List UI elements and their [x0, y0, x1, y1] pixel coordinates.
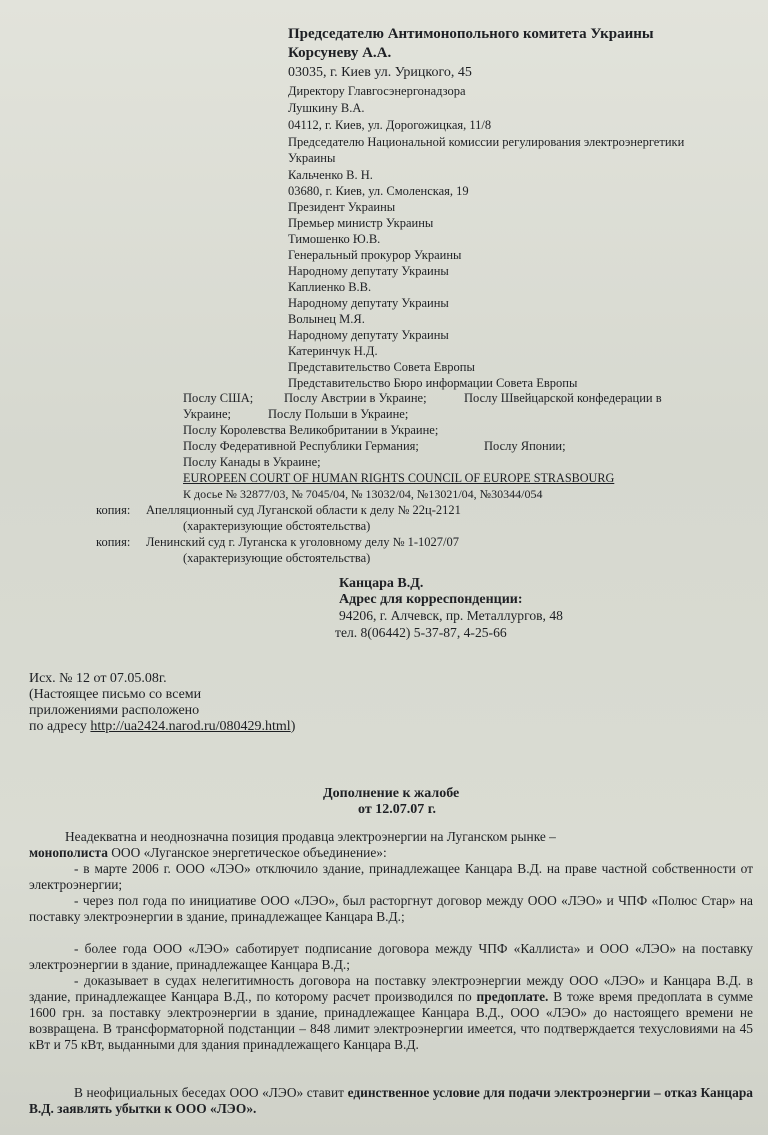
copy-label: копия:	[96, 503, 131, 517]
addressee-council-info-bureau: Представительство Бюро информации Совета Европы	[288, 376, 578, 390]
outgoing-note-line3	[29, 719, 295, 734]
ambassador-switzerland-cont: Украине;	[183, 407, 232, 421]
echr-addressee: EUROPEEN COURT OF HUMAN RIGHTS COUNCIL OF EUROPE STRASBOURG	[183, 471, 615, 485]
bullet-sabotage	[29, 941, 753, 973]
ambassador-switzerland: Послу Швейцарской конфедерации в	[464, 391, 662, 405]
addressee-regulator-name: Кальченко В. Н.	[288, 168, 373, 182]
title-line2: от 12.07.07 г.	[358, 802, 436, 817]
addressee-deputy-2: Народному депутату Украины	[288, 296, 449, 310]
ambassador-usa: Послу США;	[183, 391, 254, 405]
copy-appeal-court: Апелляционный суд Луганской области к делу № 22ц-2121	[146, 503, 461, 517]
copy-note: (характеризующие обстоятельства)	[183, 519, 371, 533]
ambassador-austria: Послу Австрии в Украине;	[284, 391, 427, 405]
bullet-disconnection	[29, 861, 753, 893]
bullet-disconnection-text: - в марте 2006 г. ООО «ЛЭО» отключило здание, принадлежащее Канцара В.Д. на праве частной собственности от электроэнергии;	[29, 861, 753, 892]
bullet-sabotage-text: - более года ООО «ЛЭО» саботирует подписание договора между ЧПФ «Каллиста» и ООО «ЛЭО» на поставку электроэнергии в здание, принадлежащее Канцара В.Д.;	[29, 941, 753, 972]
intro-line2	[29, 845, 753, 861]
prepayment-start: - доказывает в судах нелегитимность договора на поставку электроэнергии между ООО «ЛЭО» и Канцара В.Д. в здание, принадлежащее Канцара В.Д., по которому расчет производился по	[29, 973, 753, 1004]
addressee-prime-minister: Премьер министр Украины	[288, 216, 434, 230]
addressee-regulator-address: 03680, г. Киев, ул. Смоленская, 19	[288, 184, 469, 198]
addressee-pm-name: Тимошенко Ю.В.	[288, 232, 381, 246]
addressee-energy-director: Директору Главгосэнергонадзора	[288, 84, 466, 98]
outgoing-number: Исх. № 12 от 07.05.08г.	[29, 671, 167, 686]
bullet-prepayment	[29, 973, 753, 1053]
addressee-president: Президент Украины	[288, 200, 396, 214]
ambassador-canada: Послу Канады в Украине;	[183, 455, 321, 469]
addressee-regulator-country: Украины	[288, 151, 336, 165]
intro-line1: Неадекватна и неоднозначна позиция продавца электроэнергии на Луганском рынке –	[65, 829, 556, 844]
addressee-prosecutor: Генеральный прокурор Украины	[288, 248, 462, 262]
final-paragraph	[29, 1085, 753, 1117]
addressee-deputy-2-name: Волынец М.Я.	[288, 312, 365, 326]
ambassador-poland: Послу Польши в Украине;	[268, 407, 409, 421]
sender-name: Канцара В.Д.	[339, 576, 424, 591]
final-paragraph-text	[29, 1085, 753, 1117]
bullet-contract-terminated	[29, 893, 753, 925]
addressee-amc-chairman: Председателю Антимонопольного комитета Украины	[288, 26, 654, 42]
ambassador-japan: Послу Японии;	[484, 439, 566, 453]
sender-address: 94206, г. Алчевск, пр. Металлургов, 48	[339, 608, 563, 623]
outgoing-note-line2: приложениями расположено	[29, 703, 200, 718]
ambassador-uk: Послу Королевства Великобритании в Украине;	[183, 423, 439, 437]
addressee-deputy-3-name: Катеринчук Н.Д.	[288, 344, 378, 358]
outgoing-note-line1: (Настоящее письмо со всеми	[29, 687, 202, 702]
copy-label: копия:	[96, 535, 131, 549]
sender-phone: тел. 8(06442) 5-37-87, 4-25-66	[335, 625, 507, 640]
bullet-prepayment-text	[29, 973, 753, 1053]
outgoing-note-suffix: )	[290, 719, 296, 734]
intro-company: ООО «Луганское энергетическое объединение»:	[107, 845, 387, 860]
addressee-council-europe: Представительство Совета Европы	[288, 360, 475, 374]
intro-paragraph	[29, 829, 753, 861]
prepayment-end: В тоже время предоплата в сумме 1600 грн. за поставку электроэнергии в здание, принадлежащее Канцара В.Д., ООО «ЛЭО» до настоящего времени не возвращена. В трансформаторной подстанции – 848 лимит электроэнергии имеется, что подтверждается техусловиями на 45 кВт и 75 кВт, выданными для здания принадлежащего Канцара В.Д.	[29, 989, 753, 1052]
bullet-contract-terminated-text: - через пол года по инициативе ООО «ЛЭО», был расторгнут договор между ООО «ЛЭО» и ЧПФ «Полюс Стар» на поставку электроэнергии в здание, принадлежащее Канцара В.Д.;	[29, 893, 753, 924]
letter-url-link[interactable]: http://ua2424.narod.ru/080429.html	[90, 719, 291, 734]
title-line1: Дополнение к жалобе	[323, 786, 460, 801]
final-start: В неофициальных беседах ООО «ЛЭО» ставит	[74, 1085, 348, 1100]
addressee-deputy-1: Народному депутату Украины	[288, 264, 449, 278]
addressee-energy-address: 04112, г. Киев, ул. Дорогожицкая, 11/8	[288, 118, 492, 132]
ambassador-germany: Послу Федеративной Республики Германия;	[183, 439, 419, 453]
addressee-amc-name: Корсуневу А.А.	[288, 45, 392, 61]
copy-note: (характеризующие обстоятельства)	[183, 551, 371, 565]
dossier-reference: К досье № 32877/03, № 7045/04, № 13032/04, №13021/04, №30344/054	[183, 487, 543, 501]
addressee-regulator-chairman: Председателю Национальной комиссии регулирования электроэнергетики	[288, 135, 685, 149]
addressee-deputy-3: Народному депутату Украины	[288, 328, 449, 342]
final-condition: единственное условие для подачи электроэнергии – отказ Канцара В.Д. заявлять убытки к ООО «ЛЭО».	[29, 1085, 753, 1116]
outgoing-note-prefix: по адресу	[29, 719, 91, 734]
monopolist-term: монополиста	[29, 845, 108, 860]
addressee-amc-address: 03035, г. Киев ул. Урицкого, 45	[288, 65, 472, 80]
addressee-deputy-1-name: Каплиенко В.В.	[288, 280, 372, 294]
sender-address-label: Адрес для корреспонденции:	[339, 592, 523, 607]
prepayment-term: предоплате.	[476, 989, 549, 1004]
addressee-energy-name: Лушкину В.А.	[288, 101, 365, 115]
copy-lenin-court: Ленинский суд г. Луганска к уголовному делу № 1-1027/07	[146, 535, 460, 549]
